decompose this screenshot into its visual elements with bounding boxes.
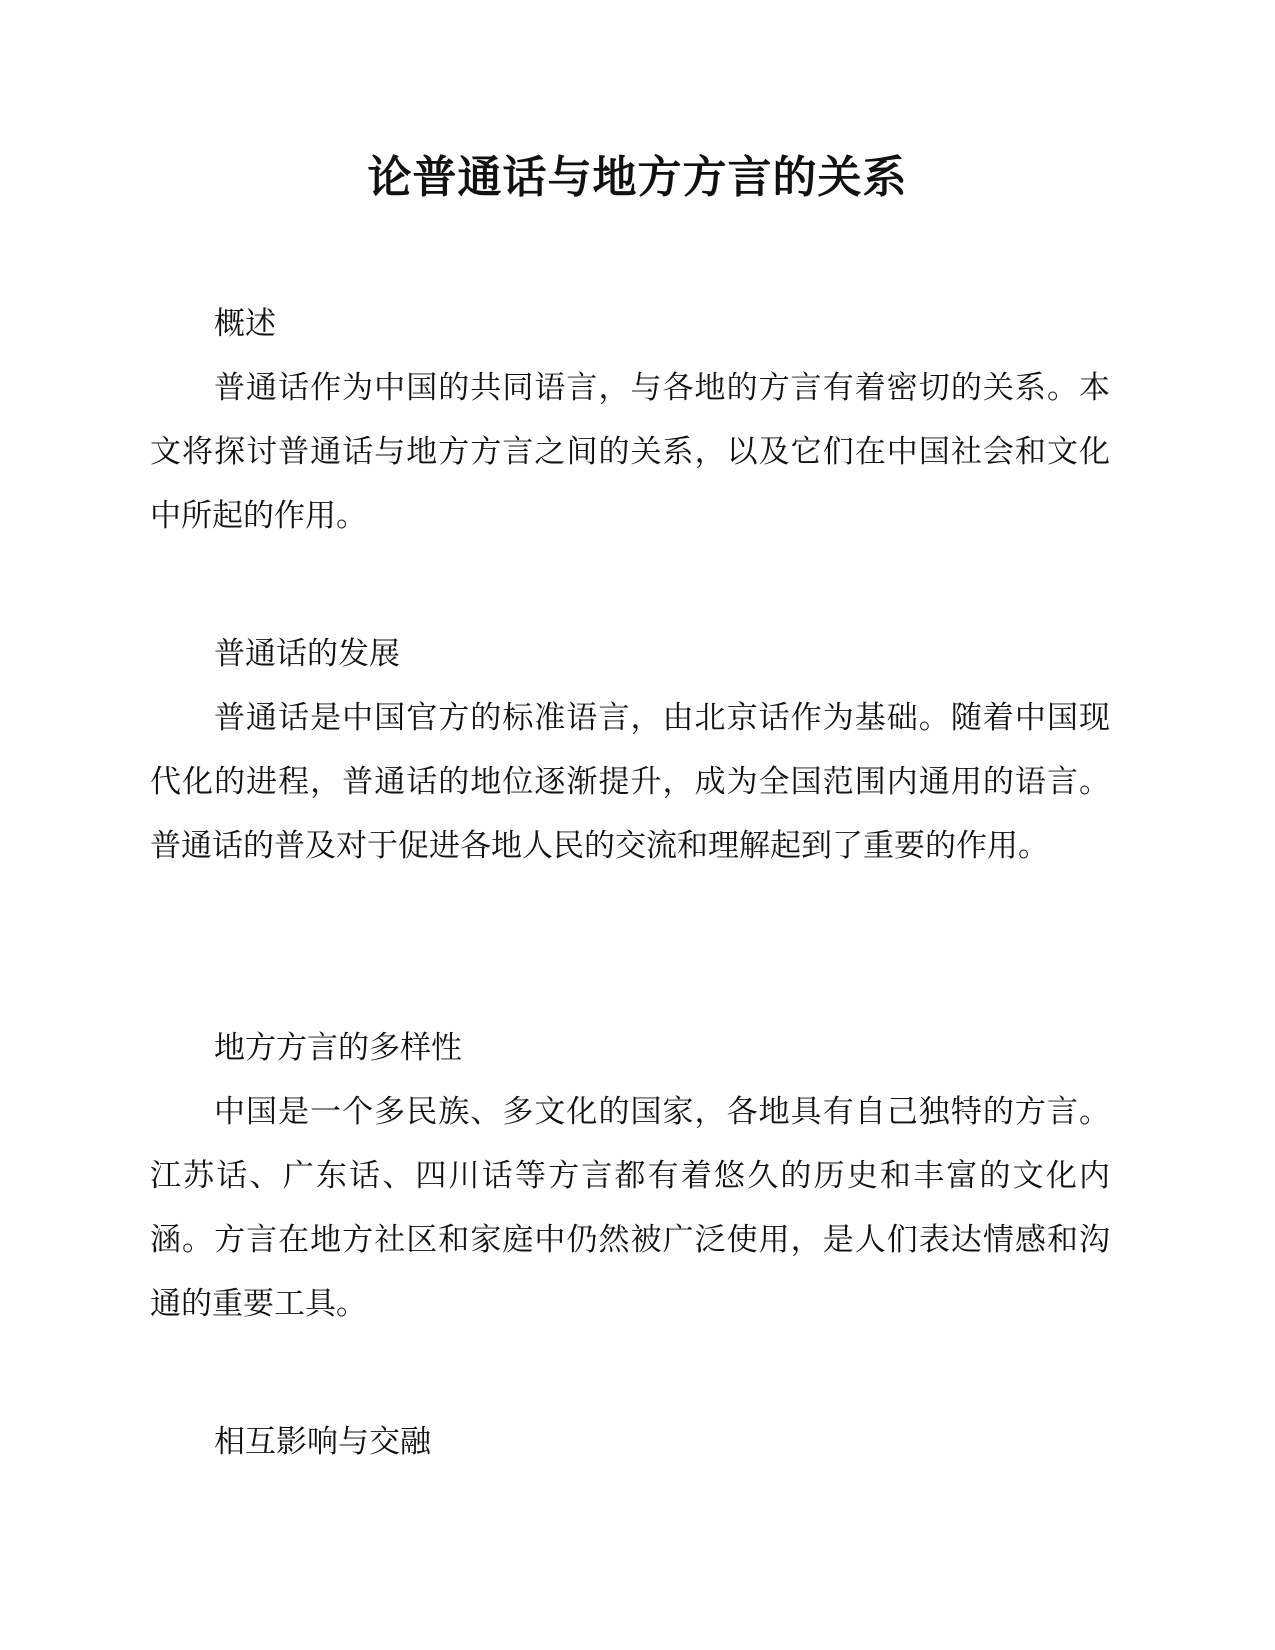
section-paragraph-overview: 普通话作为中国的共同语言，与各地的方言有着密切的关系。本文将探讨普通话与地方方言之间的关系，以及它们在中国社会和文化中所起的作用。 (150, 370, 1110, 534)
section-heading-development: 普通话的发展 (214, 636, 400, 672)
section-heading-diversity: 地方方言的多样性 (214, 1030, 462, 1066)
section-paragraph-development: 普通话是中国官方的标准语言，由北京话作为基础。随着中国现代化的进程，普通话的地位逐渐提升，成为全国范围内通用的语言。普通话的普及对于促进各地人民的交流和理解起到了重要的作用。 (150, 700, 1110, 864)
section-paragraph-diversity: 中国是一个多民族、多文化的国家，各地具有自己独特的方言。江苏话、广东话、四川话等方言都有着悠久的历史和丰富的文化内涵。方言在地方社区和家庭中仍然被广泛使用，是人们表达情感和沟通的重要工具。 (150, 1094, 1110, 1322)
document-title: 论普通话与地方方言的关系 (367, 152, 908, 203)
section-heading-interaction: 相互影响与交融 (214, 1424, 431, 1460)
section-heading-overview: 概述 (214, 306, 276, 342)
